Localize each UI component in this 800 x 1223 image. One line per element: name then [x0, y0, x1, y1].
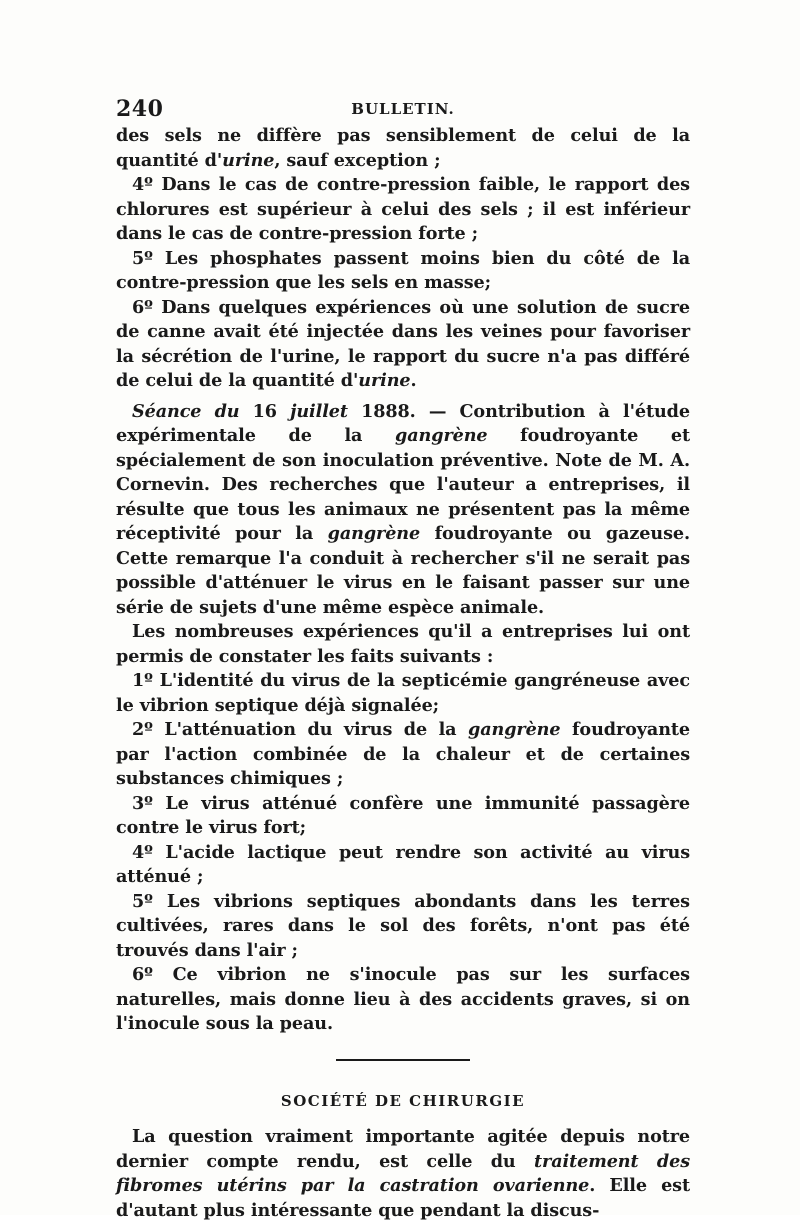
finding-1: 1º L'identité du virus de la septicémie gangréneuse avec le vibrion septique déjà signalée; [116, 670, 690, 716]
page-header [116, 96, 690, 126]
paragraph-item-5: 5º Les phosphates passent moins bien du côté de la contre-pression que les sels en masse; [116, 247, 690, 293]
italic-run: urine [358, 370, 411, 391]
finding-4: 4º L'acide lactique peut rendre son activité au virus atténué ; [116, 841, 690, 887]
paragraph-item-4: 4º Dans le cas de contre-pression faible, le rapport des chlorures est supérieur à celui des sels ; il est inférieur dans le cas de contre-pression forte ; [116, 174, 690, 244]
text-run: La question vraiment importante agitée depuis notre dernier compte rendu, est celle du [116, 1126, 690, 1172]
finding-2 [116, 718, 690, 792]
italic-run: gangrène [395, 425, 488, 446]
italic-run: gangrène [468, 719, 561, 740]
italic-run: urine [222, 149, 275, 171]
text-run: 6º Dans quelques expériences où une solution de sucre de canne avait été injectée dans les veines pour favoriser la sécrétion de l'urine, le rapport du sucre n'a pas différé de celui de la quantité d' [116, 296, 690, 391]
text-run: foudroyante ou gazeuse. Cette remarque l'a conduit à rechercher s'il ne serait pas possible d'atténuer le virus en le faisant passer sur une série de sujets d'une même espèce animale. [116, 523, 691, 618]
text-run: foudroyante par l'action combinée de la chaleur et de certaines substances chimiques ; [116, 719, 691, 789]
paragraph-seance [116, 400, 690, 621]
text-run: , sauf exception ; [274, 149, 441, 171]
italic-run: traitement des fibromes utérins par la castration ovarienne [116, 1150, 691, 1196]
text-run: des sels ne diffère pas sensiblement de celui de la quantité d' [116, 125, 690, 171]
text-run: . [410, 370, 417, 391]
text-run: 2º L'atténuation du virus de la [132, 719, 468, 740]
section-intro [116, 1125, 690, 1223]
finding-5: 5º Les vibrions septiques abondants dans les terres cultivées, rares dans le sol des forêts, n'ont pas été trouvés dans l'air ; [116, 890, 690, 961]
paragraph-experiences: Les nombreuses expériences qu'il a entreprises lui ont permis de constater les faits suivants : [116, 621, 690, 667]
text-run: . Elle est d'autant plus intéressante que pendant la discus- [116, 1175, 690, 1221]
italic-run: Séance du [132, 400, 240, 422]
section-divider [336, 1059, 470, 1061]
finding-6: 6º Ce vibrion ne s'inocule pas sur les surfaces naturelles, mais donne lieu à des accidents graves, si on l'inocule sous la peau. [116, 964, 690, 1034]
text-run: foudroyante et spécialement de son inoculation préventive. Note de M. A. Cornevin. Des recherches que l'auteur a entreprises, il résulte que tous les animaux ne présentent pas la même réceptivité pour la [116, 425, 691, 544]
paragraph-item-6 [116, 296, 690, 394]
finding-3: 3º Le virus atténué confère une immunité passagère contre le virus fort; [116, 792, 690, 838]
italic-run: juillet [290, 400, 348, 422]
paragraph-continued [116, 124, 690, 173]
body-text [116, 124, 690, 1223]
text-run: 16 [239, 400, 291, 422]
section-title: SOCIÉTÉ DE CHIRURGIE [280, 1091, 526, 1110]
italic-run: gangrène [327, 523, 421, 544]
text-run: 1888. — Contribution à l'étude expérimentale de la [116, 400, 690, 446]
page-number: 240 [116, 96, 164, 122]
running-head: BULLETIN. [351, 100, 455, 118]
